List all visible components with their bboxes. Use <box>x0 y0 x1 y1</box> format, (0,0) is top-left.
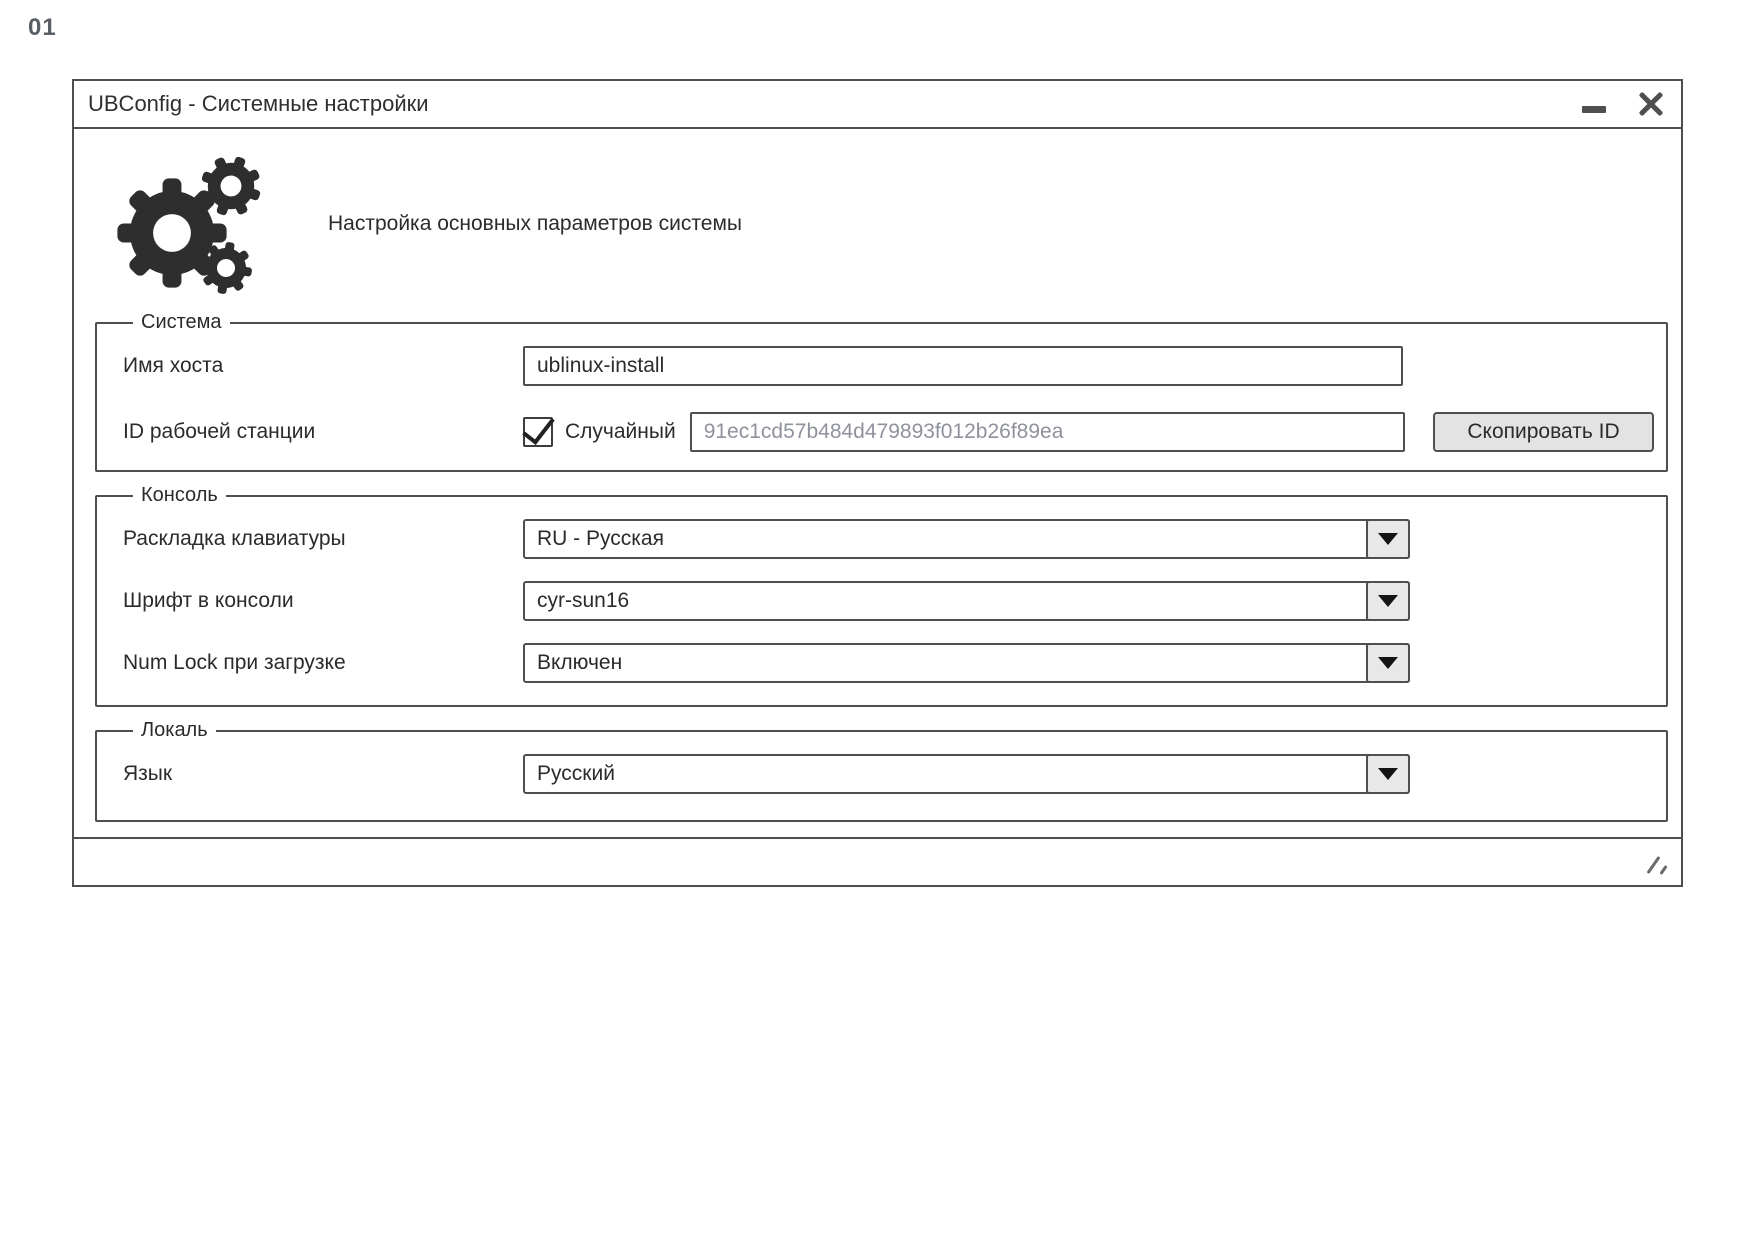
keyboard-layout-label: Раскладка клавиатуры <box>123 527 346 550</box>
chevron-down-icon <box>1378 657 1398 669</box>
section-system <box>95 311 1668 472</box>
window-title: UBConfig - Системные настройки <box>88 91 429 116</box>
minimize-button[interactable] <box>1581 91 1607 117</box>
workstation-id-label: ID рабочей станции <box>123 420 316 443</box>
chevron-down-icon <box>1378 768 1398 780</box>
resize-grip-icon[interactable] <box>1641 853 1667 877</box>
hostname-row <box>123 346 1654 386</box>
workstation-id-row <box>123 412 1654 452</box>
section-system-legend: Система <box>141 311 222 333</box>
console-font-value: cyr-sun16 <box>537 589 630 612</box>
numlock-label: Num Lock при загрузке <box>123 651 346 674</box>
copy-id-button[interactable]: Скопировать ID <box>1433 412 1654 452</box>
console-font-dropdown-button[interactable] <box>1366 581 1410 621</box>
language-label: Язык <box>123 762 173 785</box>
hostname-label: Имя хоста <box>123 354 224 377</box>
workstation-id-input[interactable] <box>690 412 1405 452</box>
gears-icon <box>114 153 264 295</box>
ubconfig-window <box>72 79 1683 887</box>
window-header <box>74 129 1681 311</box>
titlebar-controls <box>1581 90 1665 118</box>
console-font-select[interactable] <box>523 581 1410 621</box>
language-dropdown-button[interactable] <box>1366 754 1410 794</box>
console-font-row <box>123 581 1654 621</box>
statusbar <box>74 837 1681 885</box>
chevron-down-icon <box>1378 533 1398 545</box>
window-subtitle: Настройка основных параметров системы <box>328 212 742 235</box>
language-row <box>123 754 1654 794</box>
section-locale-legend: Локаль <box>141 719 208 741</box>
keyboard-layout-row <box>123 519 1654 559</box>
numlock-dropdown-button[interactable] <box>1366 643 1410 683</box>
minimize-icon <box>1582 106 1606 113</box>
slide-number: 01 <box>28 14 57 41</box>
numlock-row <box>123 643 1654 683</box>
hostname-input[interactable] <box>523 346 1403 386</box>
keyboard-layout-value: RU - Русская <box>537 527 664 550</box>
keyboard-layout-dropdown-button[interactable] <box>1366 519 1410 559</box>
console-font-label: Шрифт в консоли <box>123 589 294 612</box>
language-value: Русский <box>537 762 615 785</box>
section-console-legend: Консоль <box>141 484 218 506</box>
language-select[interactable] <box>523 754 1410 794</box>
random-id-checkbox[interactable] <box>523 417 553 447</box>
chevron-down-icon <box>1378 595 1398 607</box>
numlock-value: Включен <box>537 651 623 674</box>
numlock-select[interactable] <box>523 643 1410 683</box>
checkmark-icon <box>522 410 554 445</box>
section-console <box>95 484 1668 707</box>
section-locale <box>95 719 1668 822</box>
titlebar <box>74 81 1681 129</box>
keyboard-layout-select[interactable] <box>523 519 1410 559</box>
close-button[interactable] <box>1637 90 1665 118</box>
random-id-checkbox-label: Случайный <box>565 420 676 443</box>
